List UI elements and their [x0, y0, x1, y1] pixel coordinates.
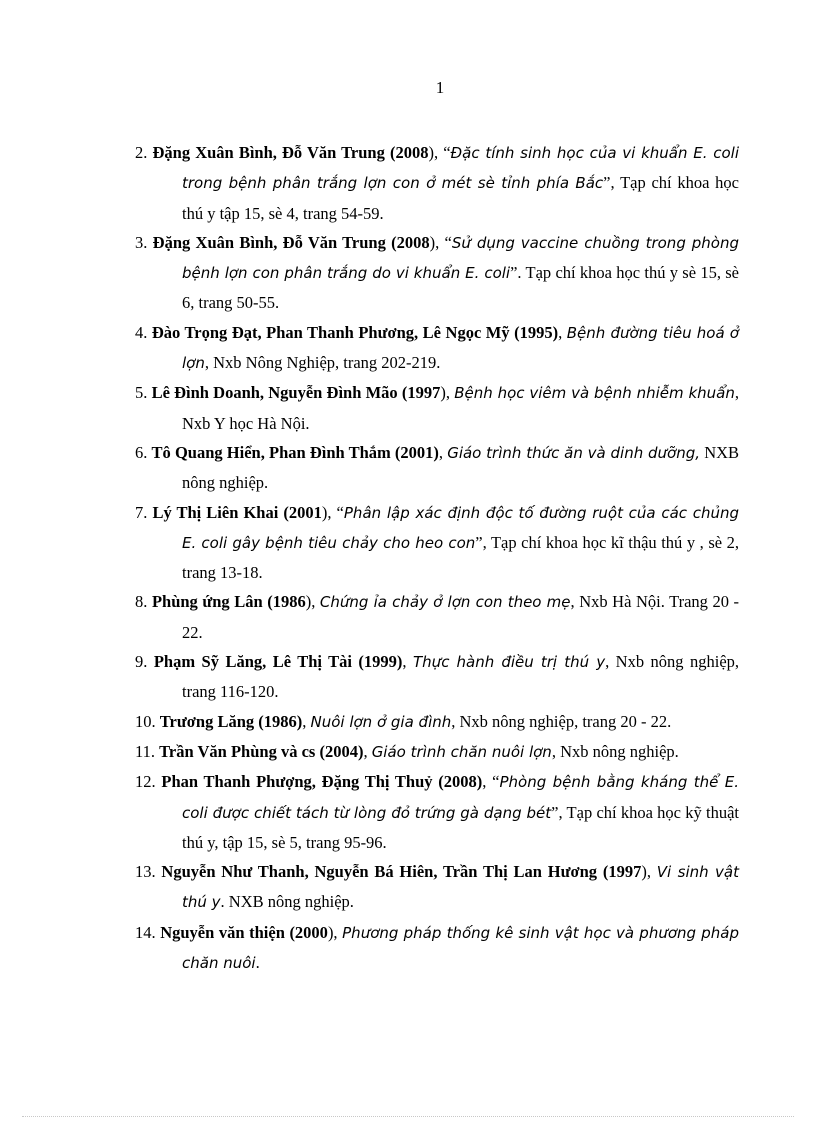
reference-number: 6. — [135, 442, 148, 462]
reference-details: . — [255, 953, 260, 973]
reference-title: Giáo trình thức ăn và dinh dưỡng, — [447, 443, 701, 462]
reference-details: , Nxb nông nghiệp, trang 20 - 22. — [451, 711, 672, 731]
reference-item: 14. Nguyễn văn thiện (2000), Phương pháp thống kê sinh vật học và phương pháp chăn nuôi. — [135, 922, 740, 973]
reference-authors: Phạm Sỹ Lăng, Lê Thị Tài (1999) — [153, 652, 403, 672]
reference-authors: Nguyễn Như Thanh, Nguyễn Bá Hiên, Trần Thị Lan Hương (1997 — [161, 862, 642, 882]
reference-authors: Đặng Xuân Bình, Đỗ Văn Trung (2008 — [152, 232, 430, 252]
reference-authors: Đào Trọng Đạt, Phan Thanh Phương, Lê Ngọc Mỹ (1995) — [151, 322, 559, 342]
reference-details: , Nxb Y học Hà Nội. — [182, 383, 739, 433]
reference-details: , Nxb nông nghiệp, trang 116-120. — [182, 652, 740, 702]
reference-number: 4. — [135, 322, 148, 342]
reference-number: 12. — [135, 772, 156, 792]
reference-details: . NXB nông nghiệp. — [220, 892, 354, 912]
reference-title: Bệnh học viêm và bệnh nhiễm khuẩn — [454, 384, 735, 403]
reference-details: , Nxb nông nghiệp. — [551, 741, 679, 761]
reference-details: ”. Tạp chí khoa học thú y sè 15, sè 6, trang 50-55. — [182, 263, 739, 313]
reference-item: 9. Phạm Sỹ Lăng, Lê Thị Tài (1999), Thực hành điều trị thú y, Nxb nông nghiệp, trang 116-120. — [135, 652, 740, 702]
reference-details: ”, Tạp chí khoa học kĩ thậu thú y , sè 2, trang 13-18. — [182, 532, 739, 583]
reference-title: Giáo trình chăn nuôi lợn — [371, 742, 552, 761]
reference-item: 7. Lý Thị Liên Khai (2001), “Phân lập xác định độc tố đường ruột của các chủng E. coli gây bệnh tiêu chảy cho heo con”, Tạp chí khoa học kĩ thậu thú y , sè 2, trang 13-18. — [135, 502, 740, 583]
reference-details: ”, Tạp chí khoa học thú y tập 15, sè 4, trang 54-59. — [182, 173, 740, 223]
reference-authors: Đặng Xuân Bình, Đỗ Văn Trung (2008 — [152, 143, 429, 162]
reference-title: Đặc tính sinh học của vi khuẩn E. coli trong bệnh phân trắng lợn con ở mét sè tỉnh phía Bắc — [182, 144, 740, 193]
reference-item: 4. Đào Trọng Đạt, Phan Thanh Phương, Lê Ngọc Mỹ (1995), Bệnh đường tiêu hoá ở lợn, Nxb Nông Nghiệp, trang 202-219. — [135, 322, 739, 373]
reference-item: 5. Lê Đình Doanh, Nguyễn Đình Mão (1997), Bệnh học viêm và bệnh nhiễm khuẩn, Nxb Y học Hà Nội. — [135, 383, 739, 433]
reference-authors: Trương Lăng (1986) — [159, 711, 303, 731]
reference-authors: Phùng ứng Lân (1986 — [151, 592, 306, 612]
reference-item: 8. Phùng ứng Lân (1986), Chứng ỉa chảy ở lợn con theo mẹ, Nxb Hà Nội. Trang 20 - 22. — [135, 592, 740, 642]
reference-authors: Lý Thị Liên Khai (2001 — [152, 502, 322, 522]
reference-title: Vi sinh vật thú y — [182, 863, 740, 912]
reference-title: Phân lập xác định độc tố đường ruột của các chủng E. coli gây bệnh tiêu chảy cho heo con — [182, 503, 740, 552]
reference-authors: Lê Đình Doanh, Nguyễn Đình Mão (1997 — [151, 383, 441, 403]
reference-item: 11. Trần Văn Phùng và cs (2004), Giáo trình chăn nuôi lợn, Nxb nông nghiệp. — [135, 741, 679, 761]
reference-item: 3. Đặng Xuân Bình, Đỗ Văn Trung (2008), “Sử dụng vaccine chuồng trong phòng bệnh lợn con phân trắng do vi khuẩn E. coli”. Tạp chí khoa học thú y sè 15, sè 6, trang 50-55. — [135, 232, 739, 313]
reference-item: 12. Phan Thanh Phượng, Đặng Thị Thuỷ (2008), “Phòng bệnh bằng kháng thể E. coli được chiết tách từ lòng đỏ trứng gà dạng bét”, Tạp chí khoa học kỹ thuật thú y, tập 15, sè 5, trang 95-96. — [135, 772, 740, 852]
page-bottom-divider — [22, 1116, 794, 1117]
reference-details: ”, Tạp chí khoa học kỹ thuật thú y, tập 15, sè 5, trang 95-96. — [182, 802, 739, 852]
reference-authors: Trần Văn Phùng và cs (2004) — [159, 741, 364, 761]
reference-title: Phương pháp thống kê sinh vật học và phương pháp chăn nuôi — [182, 923, 740, 973]
reference-details: NXB nông nghiệp. — [182, 442, 740, 493]
reference-title: Thực hành điều trị thú y — [413, 653, 606, 672]
reference-title: Bệnh đường tiêu hoá ở lợn — [182, 323, 739, 373]
reference-item: 2. Đặng Xuân Bình, Đỗ Văn Trung (2008), “Đặc tính sinh học của vi khuẩn E. coli trong bệnh phân trắng lợn con ở mét sè tỉnh phía Bắc”, Tạp chí khoa học thú y tập 15, sè 4, trang 54-59. — [135, 143, 740, 223]
reference-number: 5. — [135, 383, 148, 403]
reference-title: Nuôi lợn ở gia đình — [310, 712, 452, 731]
reference-details: , Nxb Hà Nội. Trang 20 - 22. — [182, 592, 740, 642]
reference-authors: Tô Quang Hiển, Phan Đình Thắm (2001) — [151, 442, 439, 462]
reference-number: 11. — [135, 741, 156, 761]
reference-number: 13. — [135, 862, 156, 882]
reference-authors: Phan Thanh Phượng, Đặng Thị Thuỷ (2008) — [161, 772, 483, 792]
reference-number: 8. — [135, 592, 148, 612]
reference-item: 10. Trương Lăng (1986), Nuôi lợn ở gia đình, Nxb nông nghiệp, trang 20 - 22. — [135, 711, 672, 731]
reference-list — [135, 138, 739, 978]
reference-title: Chứng ỉa chảy ở lợn con theo mẹ — [319, 593, 571, 612]
page-number: 1 — [435, 78, 445, 97]
reference-title: Sử dụng vaccine chuồng trong phòng bệnh lợn con phân trắng do vi khuẩn E. coli — [182, 233, 739, 283]
reference-title: Phòng bệnh bằng kháng thể E. coli được chiết tách từ lòng đỏ trứng gà dạng bét — [182, 773, 740, 822]
reference-number: 2. — [135, 143, 148, 162]
reference-details: , Nxb Nông Nghiệp, trang 202-219. — [204, 353, 441, 373]
reference-authors: Nguyễn văn thiện (2000 — [160, 922, 328, 942]
reference-number: 3. — [135, 232, 148, 252]
reference-item: 6. Tô Quang Hiển, Phan Đình Thắm (2001), Giáo trình thức ăn và dinh dưỡng, NXB nông nghiệp. — [135, 442, 740, 493]
reference-number: 9. — [135, 652, 148, 672]
reference-item: 13. Nguyễn Như Thanh, Nguyễn Bá Hiên, Trần Thị Lan Hương (1997), Vi sinh vật thú y. NXB nông nghiệp. — [135, 862, 740, 912]
reference-number: 14. — [135, 922, 156, 942]
reference-number: 7. — [135, 502, 148, 522]
reference-number: 10. — [135, 711, 156, 731]
